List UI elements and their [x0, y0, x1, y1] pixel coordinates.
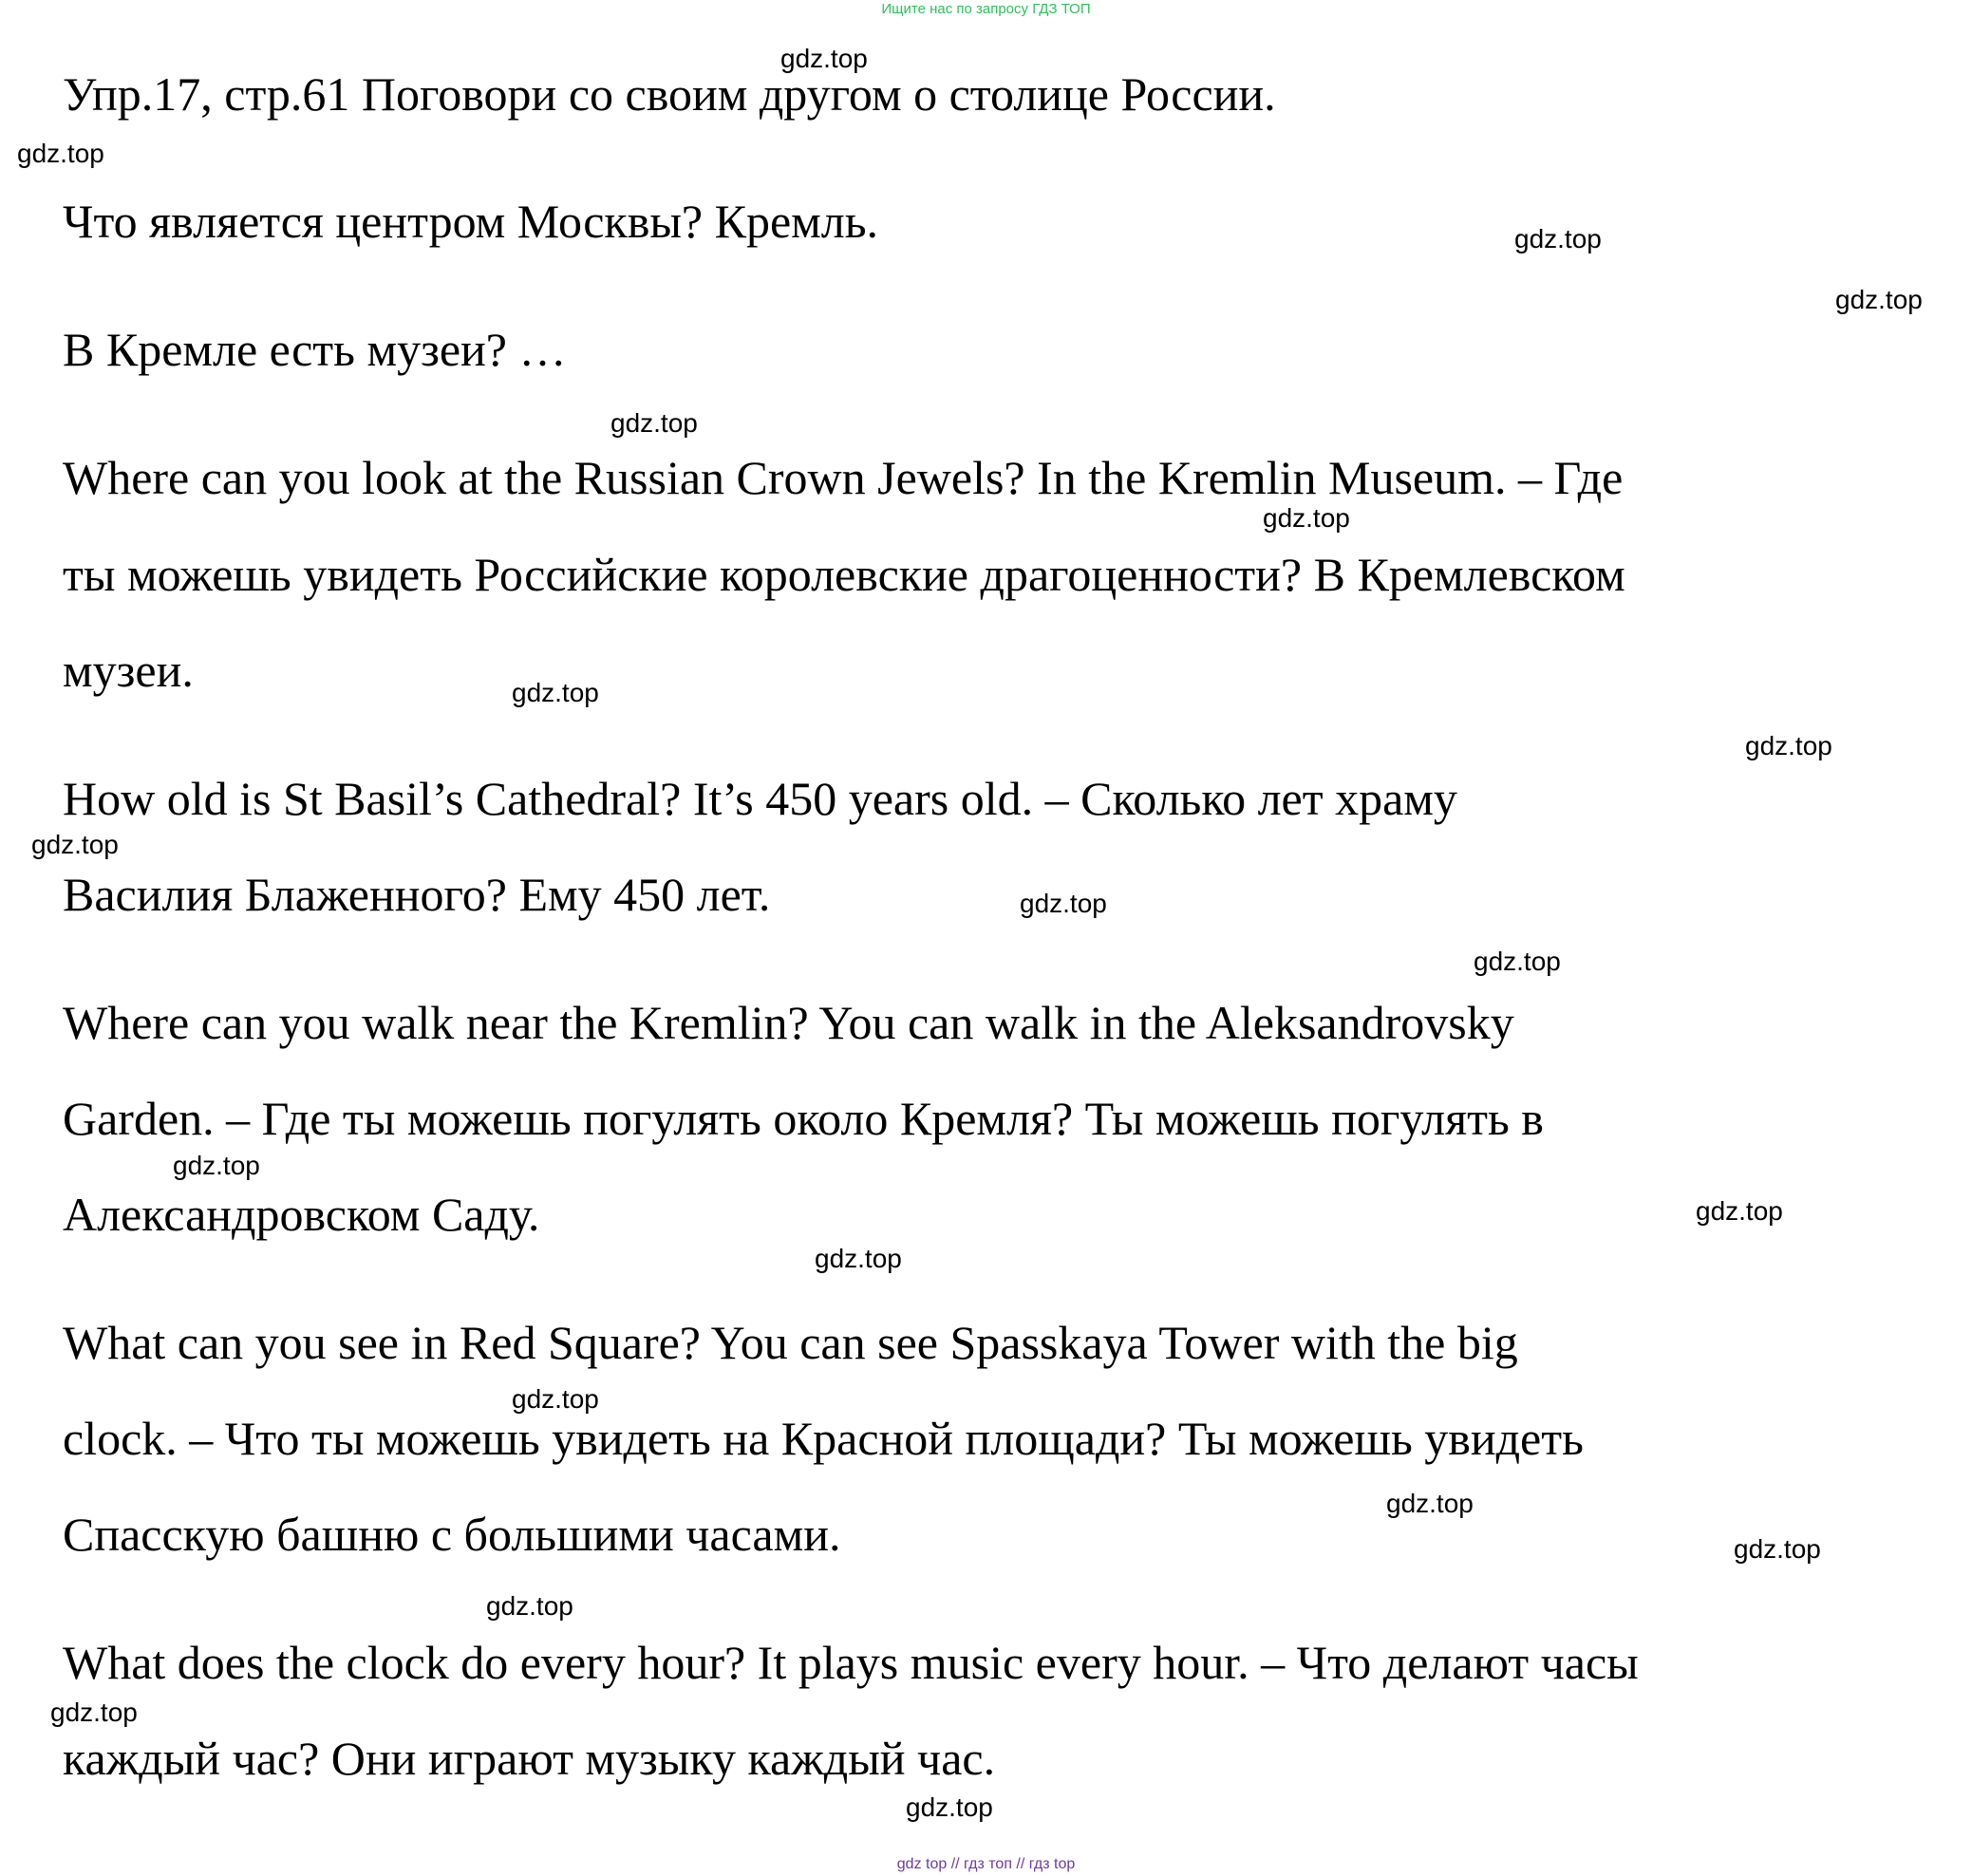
watermark: gdz.top [1734, 1534, 1821, 1564]
footer-watermark: gdz top // гдз топ // гдз top [896, 1856, 1076, 1872]
text-line: What can you see in Red Square? You can see Spasskaya Tower with the big [63, 1316, 1518, 1369]
watermark: gdz.top [780, 44, 868, 73]
watermark: gdz.top [17, 139, 104, 168]
text-line: Where can you look at the Russian Crown Jewels? In the Kremlin Museum. – Где [63, 451, 1624, 504]
watermark: gdz.top [31, 830, 119, 859]
text-line: Спасскую башню с большими часами. [63, 1508, 841, 1561]
watermark: gdz.top [50, 1698, 138, 1727]
text-line: clock. – Что ты можешь увидеть на Красной площади? Ты можешь увидеть [63, 1412, 1584, 1465]
watermark: gdz.top [1745, 731, 1832, 760]
watermark: gdz.top [512, 1384, 599, 1414]
text-line: В Кремле есть музеи? … [63, 323, 567, 376]
watermark: gdz.top [1474, 947, 1561, 976]
text-line: Что является центром Москвы? Кремль. [63, 195, 879, 248]
watermark: gdz.top [815, 1244, 902, 1273]
watermark: gdz.top [173, 1151, 260, 1180]
text-line: What does the clock do every hour? It plays music every hour. – Что делают часы [63, 1636, 1639, 1689]
top-banner: Ищите нас по запросу ГДЗ ТОП [881, 1, 1091, 17]
watermark: gdz.top [610, 408, 698, 438]
watermark: gdz.top [1386, 1489, 1474, 1518]
watermark: gdz.top [906, 1792, 993, 1822]
text-line: Where can you walk near the Kremlin? You can walk in the Aleksandrovsky [63, 996, 1514, 1049]
text-line: Александровском Саду. [63, 1188, 540, 1241]
watermark: gdz.top [1514, 224, 1602, 253]
text-line: ты можешь увидеть Российские королевские драгоценности? В Кремлевском [63, 548, 1625, 601]
text-line: музеи. [63, 644, 194, 697]
text-line: Garden. – Где ты можешь погулять около Кремля? Ты можешь погулять в [63, 1092, 1544, 1145]
watermark: gdz.top [1020, 889, 1107, 918]
text-line: каждый час? Они играют музыку каждый час. [63, 1732, 996, 1785]
watermark: gdz.top [1263, 503, 1350, 533]
watermark: gdz.top [1696, 1196, 1783, 1226]
text-line: How old is St Basil’s Cathedral? It’s 450 years old. – Сколько лет храму [63, 772, 1457, 825]
watermark: gdz.top [486, 1591, 573, 1621]
exercise-title: Упр.17, стр.61 Поговори со своим другом о столице России. [63, 67, 1276, 121]
text-line: Василия Блаженного? Ему 450 лет. [63, 868, 771, 921]
watermark: gdz.top [512, 678, 599, 707]
watermark: gdz.top [1835, 285, 1923, 314]
